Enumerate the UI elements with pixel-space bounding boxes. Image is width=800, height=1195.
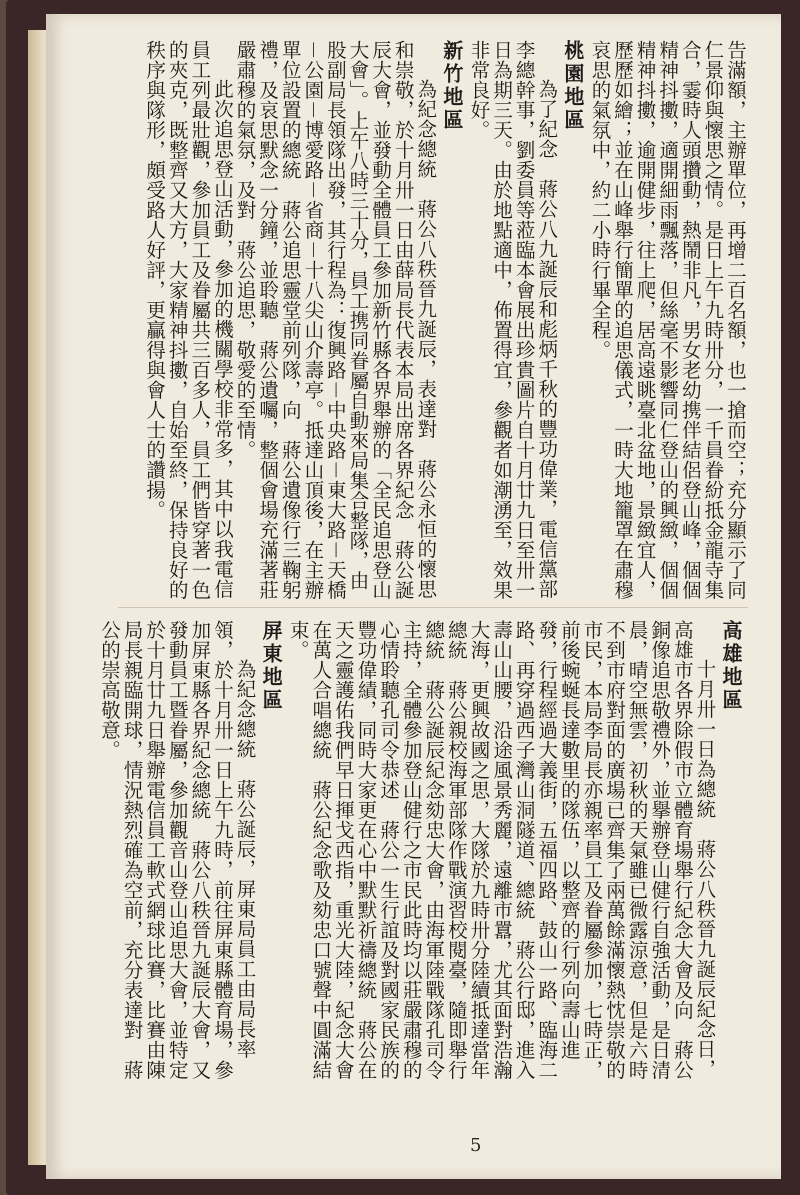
heading-taoyuan: 桃園地區: [560, 40, 585, 132]
top-text-block: [118, 40, 746, 600]
heading-kaohsiung: 高雄地區: [719, 620, 743, 712]
paragraph-taipei-continued: 告滿額，主辦單位，再增二百名額，也一搶而空；充分顯示了同仁景仰與懷思之情。是日上午九時卅分，一千員眷紛抵金龍寺集合，霎時人頭攢動，熱鬧非凡，男女老幼携伴結侶登山峰，個個精神抖擻，適開細雨飄落，但絲毫不影響同仁登山的興緻，個個精神抖擻，逾開健步，往上爬，居高遠眺臺北盆地，景緻宜人，歷歷如繪；並在山峰舉行簡單的追思儀式，一時大地籠罩在肅穆哀思的氣氛中，約二小時行畢全程。: [588, 40, 747, 600]
paragraph-pingtung: 為紀念總統 蔣公誕辰，屏東局員工由局長率領，於十月卅一日上午九時，前往屏東縣體育場，參加屏東縣各界紀念總統 蔣公八秩晉九誕辰大會，又發動員工暨眷屬，參加觀音山登山追思大會，並特定於十月廿九日舉辦電信員工軟式網球比賽，比賽由陳局長親臨開球，情況熱烈確為空前，充分表達對 蔣公的崇高敬意。: [97, 620, 257, 1080]
paragraph-hsinchu-2: 此次追思登山活動，參加的機關學校非常多，其中以我電信員工列最壯觀，參加員工及眷屬共三百多人，員工們皆穿著一色的夾克，既整齊又大方，大家精神抖擻，自始至終，保持良好的秩序與隊形，頗受路人好評，更贏得與會人士的讚揚。: [143, 40, 234, 600]
page-number: 5: [470, 1135, 482, 1156]
section-divider: [118, 607, 748, 608]
heading-pingtung: 屏東地區: [259, 620, 284, 712]
bottom-text-block: [97, 620, 746, 1080]
heading-hsinchu: 新竹地區: [439, 40, 464, 132]
paragraph-taoyuan: 為了紀念 蔣公八九誕辰和彪炳千秋的豐功偉業，電信黨部李總幹事，劉委員等蒞臨本會展出珍貴圖片自十月廿九日至卅一日為期三天。由於地點適中，佈置得宜，參觀者如潮湧至，效果非常良好。: [467, 40, 559, 600]
paragraph-hsinchu-1: 為紀念總統 蔣公八秩晉九誕辰，表達對 蔣公永恒的懷思和崇敬，於十月卅一日由薛局長代表本局出席各界紀念 蔣公誕辰大會，並發動全體員工參加新竹縣各界舉辦的「全民追思登山大會」。上午八時三十分，員工携同眷屬自動來局集合整隊，由股副局長領隊出發，其行程為：復興路－中央路－東大路－天橋－公園－博愛路－省商－十八尖山介壽亭。抵達山頂後，在主辦單位設置的總統 蔣公追思靈堂前列隊，向 蔣公遺像行三鞠躬禮，及哀思默念一分鐘，並聆聽 蔣公遺囑，整個會場充滿著莊嚴肅穆的氣氛，及對 蔣公追思，敬愛的至情。: [233, 40, 438, 601]
paragraph-kaohsiung: 十月卅一日為總統 蔣公八秩晉九誕辰紀念日，高雄市各界除假市立體育場舉行紀念大會及向 蔣公銅像追思敬禮外，並擧辦登山健行自強活動，是日清晨，晴空無雲，初秋的天氣雖已微露涼意，但是六時不到市府對面的廣場已齊集了兩萬餘滿懷熱忱崇敬的市民，本局李局長亦親率員工及眷屬參加，七時正，前後蜿蜒長達數里的隊伍，以整齊的行列向壽山進發，行程經過大義街，五福四路、鼓山一路、臨海二路、再穿過西子灣山洞隧道、總統 蔣公行邸，進入壽山山腰，沿途風景秀麗，遠離市囂，尤其面對浩瀚大海，更興故國之思，大隊於九時卅分陸續抵達當年總統 蔣公親校海軍部隊作戰演習校閱臺，隨即舉行總統 蔣公誕辰紀念劾忠大會，由海軍陸戰隊孔司令主持，全體參加登山健行之市民此時均以莊嚴肅穆的心情聆聽孔司令恭述 蔣公一生行誼及對國家民族的豐功偉績，同時大家更在心中默默祈禱總統 蔣公在天之靈護佑我們早日揮戈西指，重光大陸，紀念大會在萬人合唱總統 蔣公紀念歌及劾忠口號聲中圓滿結束。: [286, 620, 717, 1080]
